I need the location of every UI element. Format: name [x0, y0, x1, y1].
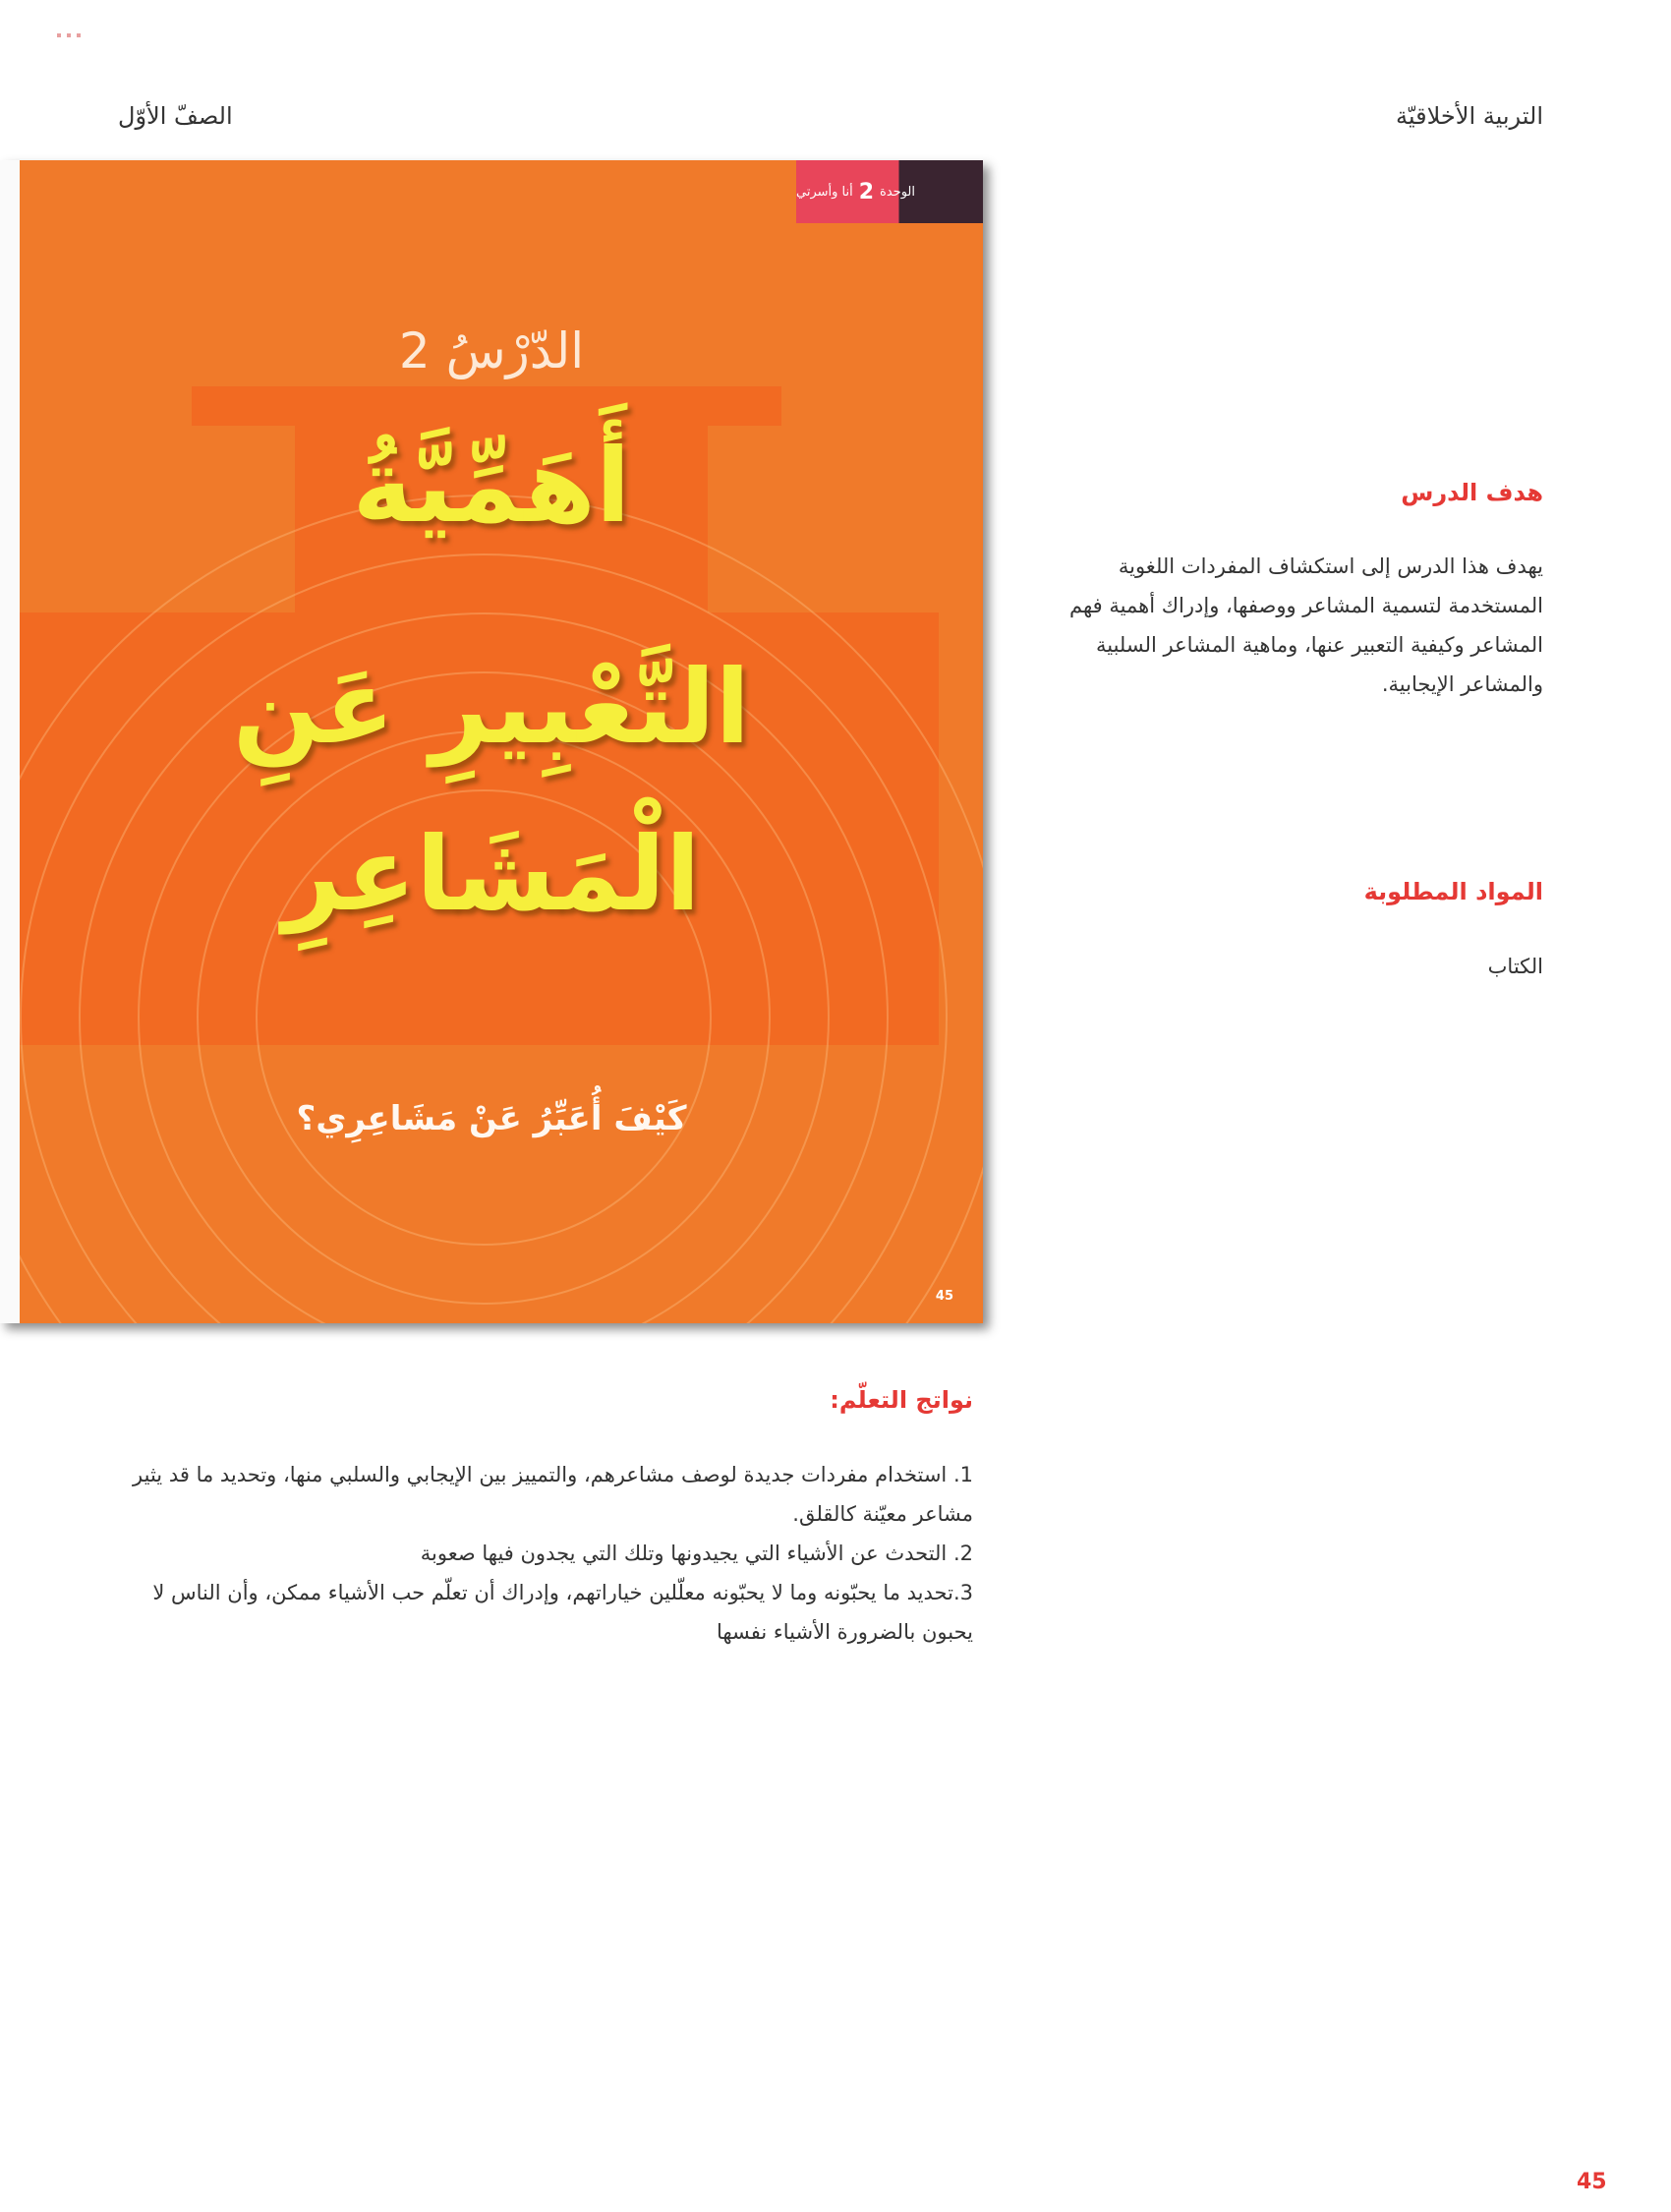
cover-question: كَيْفَ أُعَبِّرُ عَنْ مَشَاعِرِي؟ — [296, 1099, 687, 1138]
learning-outcomes-list — [118, 1455, 973, 1652]
cover-title-line-2: التَّعْبِيرِ عَنِ — [232, 647, 751, 767]
unit-label: الوحدة — [880, 184, 916, 200]
cover-left-strip — [0, 160, 20, 1323]
corner-mark — [57, 33, 86, 37]
outcome-item: 3.تحديد ما يحبّونه وما لا يحبّونه معلّلين خياراتهم، وإدراك أن تعلّم حب الأشياء ممكن، وأن الناس لا يحبون بالضرورة الأشياء نفسها — [152, 1581, 973, 1644]
book-cover-image — [0, 160, 983, 1323]
materials-text: الكتاب — [1487, 955, 1543, 978]
cover-title-line-3: الْمَشَاعِرِ — [282, 814, 701, 934]
materials-title: المواد المطلوبة — [1363, 878, 1543, 905]
outcome-item: 2. التحدث عن الأشياء التي يجيدونها وتلك التي يجدون فيها صعوبة — [420, 1542, 973, 1565]
learning-outcomes-title: نواتج التعلّم: — [830, 1386, 973, 1414]
header-grade: الصفّ الأوّل — [118, 102, 233, 130]
lesson-goal-title: هدف الدرس — [1401, 479, 1543, 506]
header-subject: التربية الأخلاقيّة — [1396, 102, 1543, 130]
page-number: 45 — [1577, 2170, 1607, 2194]
cover-block — [192, 386, 781, 426]
lesson-label: الدّرْسُ 2 — [398, 322, 585, 379]
unit-number: 2 — [858, 179, 875, 204]
lesson-goal-text: يهدف هذا الدرس إلى استكشاف المفردات اللغوية المستخدمة لتسمية المشاعر ووصفها، وإدراك أهمية فهم المشاعر وكيفية التعبير عنها، وماهية المشاعر السلبية والمشاعر الإيجابية. — [1069, 554, 1543, 696]
outcome-item: 1. استخدام مفردات جديدة لوصف مشاعرهم، والتمييز بين الإيجابي والسلبي منها، وتحديد ما قد يثير مشاعر معيّنة كالقلق. — [133, 1463, 973, 1526]
unit-name: أنا وأسرتي — [796, 184, 853, 200]
cover-title-line-1: أَهَمِّيَّةُ — [352, 426, 631, 546]
cover-page-number: 45 — [935, 1289, 953, 1304]
unit-tag — [796, 160, 983, 223]
